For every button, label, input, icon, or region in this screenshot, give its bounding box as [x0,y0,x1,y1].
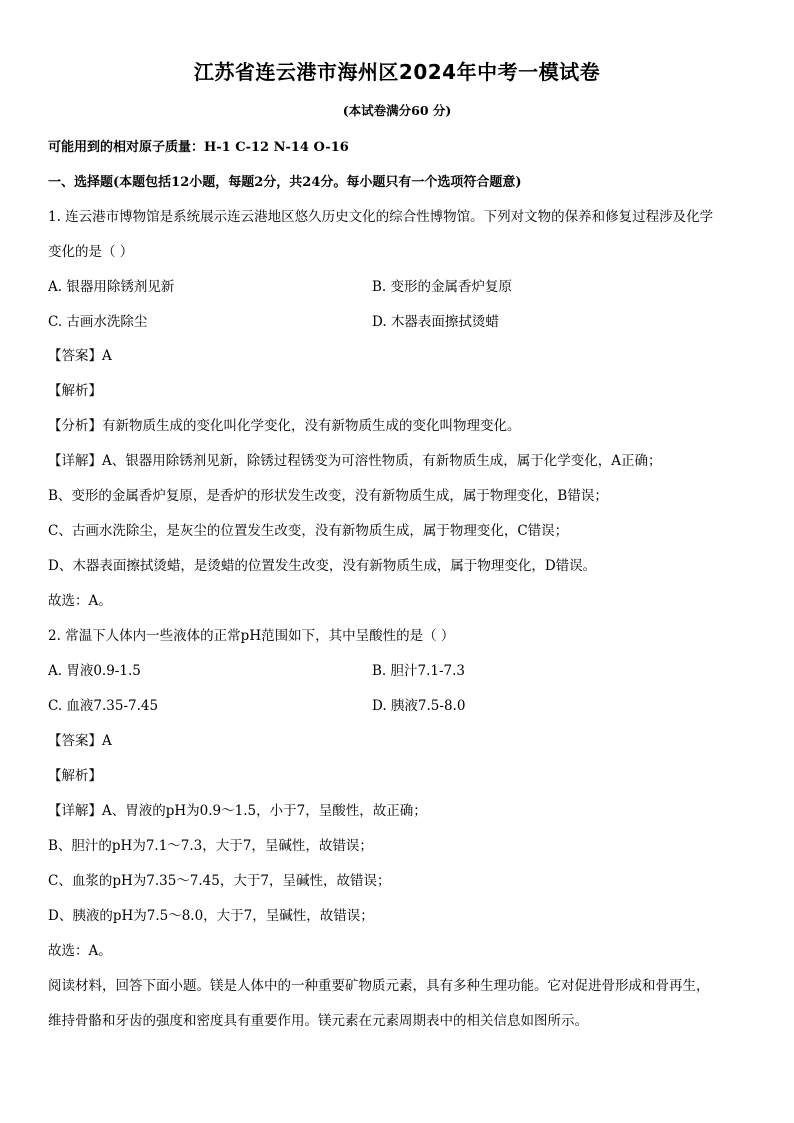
q1-detail-d: D、木器表面擦拭烫蜡，是烫蜡的位置发生改变，没有新物质生成，属于物理变化，D错误。 [48,558,597,574]
atomic-masses: 可能用到的相对原子质量：H-1 C-12 N-14 O-16 [48,140,349,155]
q2-choice: 故选：A。 [48,943,112,959]
q2-answer: 【答案】A [48,733,112,749]
q2-detail-c: C、血浆的pH为7.35～7.45，大于7，呈碱性，故错误； [48,873,391,889]
q2-analysis-label: 【解析】 [48,768,102,784]
section-heading: 一、选择题(本题包括12小题，每题2分，共24分。每小题只有一个选项符合题意) [48,175,522,190]
q1-stem-line1: 1. 连云港市博物馆是系统展示连云港地区悠久历史文化的综合性博物馆。下列对文物的保养和修复过程涉及化学 [48,209,714,225]
q2-option-row2 [48,697,758,715]
q1-choice: 故选：A。 [48,593,112,609]
q1-fenxi: 【分析】有新物质生成的变化叫化学变化，没有新物质生成的变化叫物理变化。 [48,418,521,434]
reading-line2: 维持骨骼和牙齿的强度和密度具有重要作用。镁元素在元素周期表中的相关信息如图所示。 [48,1013,588,1029]
q1-detail-b: B、变形的金属香炉复原，是香炉的形状发生改变，没有新物质生成，属于物理变化，B错误； [48,488,608,504]
q1-option-b: B. 变形的金属香炉复原 [372,279,513,295]
q2-detail-d: D、胰液的pH为7.5～8.0，大于7，呈碱性，故错误； [48,908,374,924]
reading-line1: 阅读材料，回答下面小题。镁是人体中的一种重要矿物质元素，具有多种生理功能。它对促进骨形成和骨再生， [48,978,710,994]
q1-option-d: D. 木器表面擦拭烫蜡 [372,314,499,330]
q2-option-d: D. 胰液7.5-8.0 [372,698,466,714]
q1-option-row2 [48,313,758,331]
q1-option-c: C. 古画水洗除尘 [48,314,148,330]
q1-option-a: A. 银器用除锈剂见新 [48,279,175,295]
q2-option-a: A. 胃液0.9-1.5 [48,663,141,679]
q2-option-c: C. 血液7.35-7.45 [48,698,159,714]
page-subtitle: (本试卷满分60 分) [342,103,452,118]
q2-option-row1 [48,662,758,680]
q1-analysis-label: 【解析】 [48,383,102,399]
q1-stem-line2: 变化的是（ ） [48,244,134,260]
q1-option-row1 [48,278,758,296]
q2-stem: 2. 常温下人体内一些液体的正常pH范围如下，其中呈酸性的是（ ） [48,628,455,644]
q2-detail-b: B、胆汁的pH为7.1～7.3，大于7，呈碱性，故错误； [48,838,373,854]
q2-option-b: B. 胆汁7.1-7.3 [372,663,466,679]
page-title: 江苏省连云港市海州区2024年中考一模试卷 [193,60,601,84]
q1-answer: 【答案】A [48,348,112,364]
q1-detail-c: C、古画水洗除尘，是灰尘的位置发生改变，没有新物质生成，属于物理变化，C错误； [48,523,569,539]
q1-detail-a: 【详解】A、银器用除锈剂见新，除锈过程锈变为可溶性物质，有新物质生成，属于化学变化，A正确； [48,453,662,469]
q2-detail-a: 【详解】A、胃液的pH为0.9～1.5，小于7，呈酸性，故正确； [48,803,427,819]
